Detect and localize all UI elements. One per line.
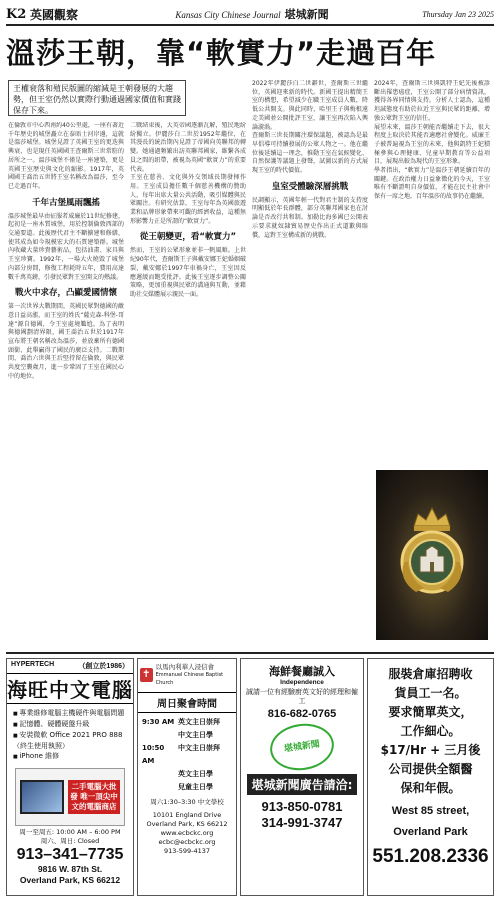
article-column-4 xyxy=(374,80,490,466)
newspaper-logo-stamp: 堪城新聞 xyxy=(267,720,337,774)
church-address-line2: Overland Park, KS 66212 xyxy=(146,820,228,828)
store-phone: 913–341–7735 xyxy=(16,846,124,863)
ad-title: 海鮮餐廳誠入 xyxy=(269,665,335,678)
paragraph: 查爾斯三世長期關注環保議題，被認為是最早倡導可持續發展的公眾人物之一。他在繼位後延續這一理念，推動王室在氣候變化、自然保護等議題上發聲，試圖以新的方式展現王室的時代價值。 xyxy=(252,132,368,175)
list-item: ■ iPhone 維修 xyxy=(13,751,127,762)
ad-line: $17/Hr + 三月後 xyxy=(380,743,481,757)
service-row xyxy=(138,716,236,729)
store-since: （創立於1986） xyxy=(78,663,129,670)
church-address-line1: 10101 England Drive xyxy=(152,811,222,819)
warehouse-address-line2: Overland Park xyxy=(393,826,468,838)
paragraph: 展望未來，溫莎王朝能否繼續走下去，很大程度上取決於其能否適應社會變化。威廉王子被普遍視為王室的未來，他與凱特王妃積極參與心理健康、兒童早期教育等公益項目，展現出較為現代的王室形象。 xyxy=(374,123,490,166)
ad-line: 保和年假。 xyxy=(400,781,461,795)
masthead-en: Kansas City Chinese Journal xyxy=(175,10,281,20)
service-list xyxy=(7,704,133,766)
section-name: 英國觀察 xyxy=(30,7,79,22)
ad-line: 貨員工一名。 xyxy=(394,686,467,700)
ad-line: 公司提供全額醫 xyxy=(388,762,473,776)
article-column-3 xyxy=(252,80,368,648)
ad-line: 工作細心。 xyxy=(400,724,461,738)
headline: 溫莎王朝，靠“軟實力”走過百年 xyxy=(6,36,437,70)
list-item: ■ 專業維修電腦主機硬件與電腦問題 xyxy=(13,708,127,719)
ad-hotline-label: 堪城新聞廣告請洽: xyxy=(247,774,357,795)
service-banner: 周日聚會時間 xyxy=(138,692,236,713)
warehouse-phone: 551.208.2336 xyxy=(372,846,489,867)
church-name-en: Emmanuel Chinese Baptist Church xyxy=(155,672,224,686)
warehouse-hiring-ad xyxy=(367,658,494,896)
royal-crest-photo xyxy=(376,470,488,640)
service-time: 10:50 AM xyxy=(142,744,165,765)
ad-line: 要求簡單英文， xyxy=(388,705,473,719)
store-site: HYPERTECH xyxy=(11,661,55,668)
paragraph: 在倫敦市中心西南約40公里處，一座有著近千年歷史的城堡矗立在泰晤士河岸邊，這就是溫莎城堡。城堡見證了英國王室的更迭與興衰，也是現任英國國王查爾斯三世常駐的居所之一。溫莎城堡不僅是一座建築，更是英國王室歷史與文化的縮影。1917年，英國國王喬治五世將王室名稱改為溫莎，至今已走過百年。 xyxy=(8,122,124,190)
saturday-school: 周六1:30–3:30 中文學校 xyxy=(150,798,224,806)
service-name: 英文主日崇拜 xyxy=(178,718,220,726)
service-name: 中文主日學 xyxy=(178,731,213,739)
subhead: 千年古堡風雨飄搖 xyxy=(31,197,100,208)
church-phone: 913-599-4137 xyxy=(163,847,211,855)
list-item: ■ 記憶體、硬體硬盤升級 xyxy=(13,719,127,730)
promo-box xyxy=(15,768,125,826)
warehouse-address-line1: West 85 street, xyxy=(391,805,470,817)
service-time: 9:30 AM xyxy=(142,718,175,726)
subhead: 從王朝變更，看“軟實力” xyxy=(139,232,237,243)
subhead: 戰火中求存，凸顯愛國情懷 xyxy=(14,288,117,299)
masthead-zh: 堪城新聞 xyxy=(284,8,329,21)
ad-divider xyxy=(6,652,494,654)
article-column-1 xyxy=(8,122,124,648)
service-row xyxy=(138,781,236,794)
store-name: 海旺中文電腦 xyxy=(7,673,133,704)
service-name: 英文主日學 xyxy=(178,770,213,778)
restaurant-hiring-ad xyxy=(240,658,364,896)
hours-weekday: 周一至周五: 10:00 AM – 6:00 PM xyxy=(19,828,121,836)
church-ad xyxy=(137,658,237,896)
paragraph: 第一次世界大戰期間，英國民眾對德國的敵意日益高漲，而王室的姓氏“薩克森-科堡-哥達”源自德國，令王室處境尷尬。為了表明與德國劃清界限，國王喬治五世於1917年宣布將王朝名稱改為溫莎，並放棄所有德國頭銜，此舉贏得了國民的廣泛支持。二戰期間，喬治六世與王后堅持留在倫敦，與民眾共度空襲歲月，進一步鞏固了王室在國民心中的地位。 xyxy=(8,303,124,380)
service-name: 中文主日崇拜 xyxy=(178,744,220,752)
cross-icon: ✝ xyxy=(140,668,153,682)
store-address-line1: 9816 W. 87th St. xyxy=(37,864,103,874)
church-website: www.ecbckc.org xyxy=(160,829,214,837)
list-item: ■ 安裝微軟 Office 2021 PRO 888（終生使用執照） xyxy=(13,730,127,751)
masthead xyxy=(120,6,384,22)
ad-line: 服裝倉庫招聘收 xyxy=(388,667,473,681)
issue-date: Thursday Jan 23 2025 xyxy=(422,9,494,19)
ad-phone: 816-682-0765 xyxy=(267,708,337,720)
paragraph: 然而，王室的公眾形象並非一帆風順。上世紀90年代，查爾斯王子與戴安娜王妃婚姻破裂，戴安娜於1997年車禍身亡，王室因反應遲緩而飽受批評。此後王室逐步調整公關策略，更加重視與民眾的溝通與互動，並藉助社交媒體展示親民一面。 xyxy=(130,247,246,298)
ad-hotline-phone-2: 314-991-3747 xyxy=(261,815,343,830)
paragraph: 2024年，查爾斯三世與凱特王妃先後被診斷出罹患癌症，王室公開了部分病情資訊，獲得各界同情與支持。分析人士認為，這種坦誠態度有助於拉近王室與民眾的距離，增強公眾對王室的信任。 xyxy=(374,80,490,122)
service-row xyxy=(138,742,236,768)
church-name-zh: 以馬內利華人浸信會 xyxy=(155,663,215,671)
service-row xyxy=(138,768,236,781)
paragraph: 民調顯示，英國年輕一代對君主制的支持度明顯低於年長群體，部分英聯邦國家也在討論是否改行共和制。加勒比海多國已公開表示要求就奴隸貿易歷史作出正式道歉與賠償，這對王室構成新的挑戰。 xyxy=(252,196,368,239)
church-address xyxy=(138,811,236,856)
page-number: K2 xyxy=(6,6,27,22)
article-column-2 xyxy=(130,122,246,648)
page-header xyxy=(6,4,494,26)
paragraph: 王室在慈善、文化與外交領域長期發揮作用。王室成員擔任數千個慈善機構的贊助人，每年出席大量公共活動，吸引媒體與民眾關注。有研究估算，王室每年為英國旅遊業和品牌形象帶來可觀的經濟收益，這種無形影響力正是所謂的“軟實力”。 xyxy=(130,174,246,225)
store-address-line2: Overland Park, KS 66212 xyxy=(19,875,121,885)
royal-crest-icon xyxy=(388,500,476,600)
computer-store-ad xyxy=(6,658,134,896)
church-email: ecbc@ecbckc.org xyxy=(158,838,216,846)
ad-hotline-phone-1: 913-850-0781 xyxy=(261,799,343,814)
service-row xyxy=(138,729,236,742)
ad-body: 誠請一位有經驗廚英文好的經理和僱工 xyxy=(246,688,358,705)
deck-summary: 王權衰落和殖民版圖的縮減是王朝發展的大趨勢，但王室仍然以實際行動通過國家價值和實踐保存下來。 xyxy=(8,80,186,116)
monitor-icon xyxy=(20,780,64,814)
subhead: 皇室受體驗深層挑戰 xyxy=(271,181,349,192)
promo-text: 二手電腦大批發 唯一頂尖中文的電腦商店 xyxy=(68,780,120,814)
paragraph: 二戰結束後，大英帝國逐漸瓦解，殖民地紛紛獨立。伊麗莎白二世於1952年繼位，在其漫長的統治期內見證了帝國向英聯邦的轉變。她通過頻繁出訪英聯邦國家，維繫各成員之間的紐帶，被視為英國“軟實力”的重要代表。 xyxy=(130,122,246,173)
service-name: 兒童主日學 xyxy=(178,783,213,791)
ad-location: Independence xyxy=(280,679,324,686)
paragraph: 2022年伊麗莎白二世辭世，查爾斯三世繼位，英國迎來新的時代。新國王提出精簡王室的構想，希望減少在職王室成員人數，降低公共開支。與此同時，哈里王子與梅根遠走美國並公開批評王室，讓王室再次陷入輿論漩渦。 xyxy=(252,80,368,131)
paragraph: 溫莎城堡最早由征服者威廉於11世紀修建，起初是一座木質城堡，用於控制倫敦西部的交通要道。此後歷代君主不斷擴建和修繕，使其成為如今規模宏大的石質建築群。城堡內收藏大量珍貴藝術品，包括油畫、家具與王室珍寶。1992年，一場大火燒毀了城堡內部分房間，修復工程耗時五年，費用高達數千萬英鎊，引發民眾對王室開支的熱議。 xyxy=(8,212,124,281)
hours-weekend: 周六、周日: Closed xyxy=(40,837,100,845)
paragraph: 學者指出，“軟實力”是溫莎王朝延續百年的關鍵。在政治權力日益象徵化的今天，王室唯有不斷證明自身價值，才能在民主社會中保有一席之地。百年溫莎的故事仍在繼續。 xyxy=(374,167,490,201)
